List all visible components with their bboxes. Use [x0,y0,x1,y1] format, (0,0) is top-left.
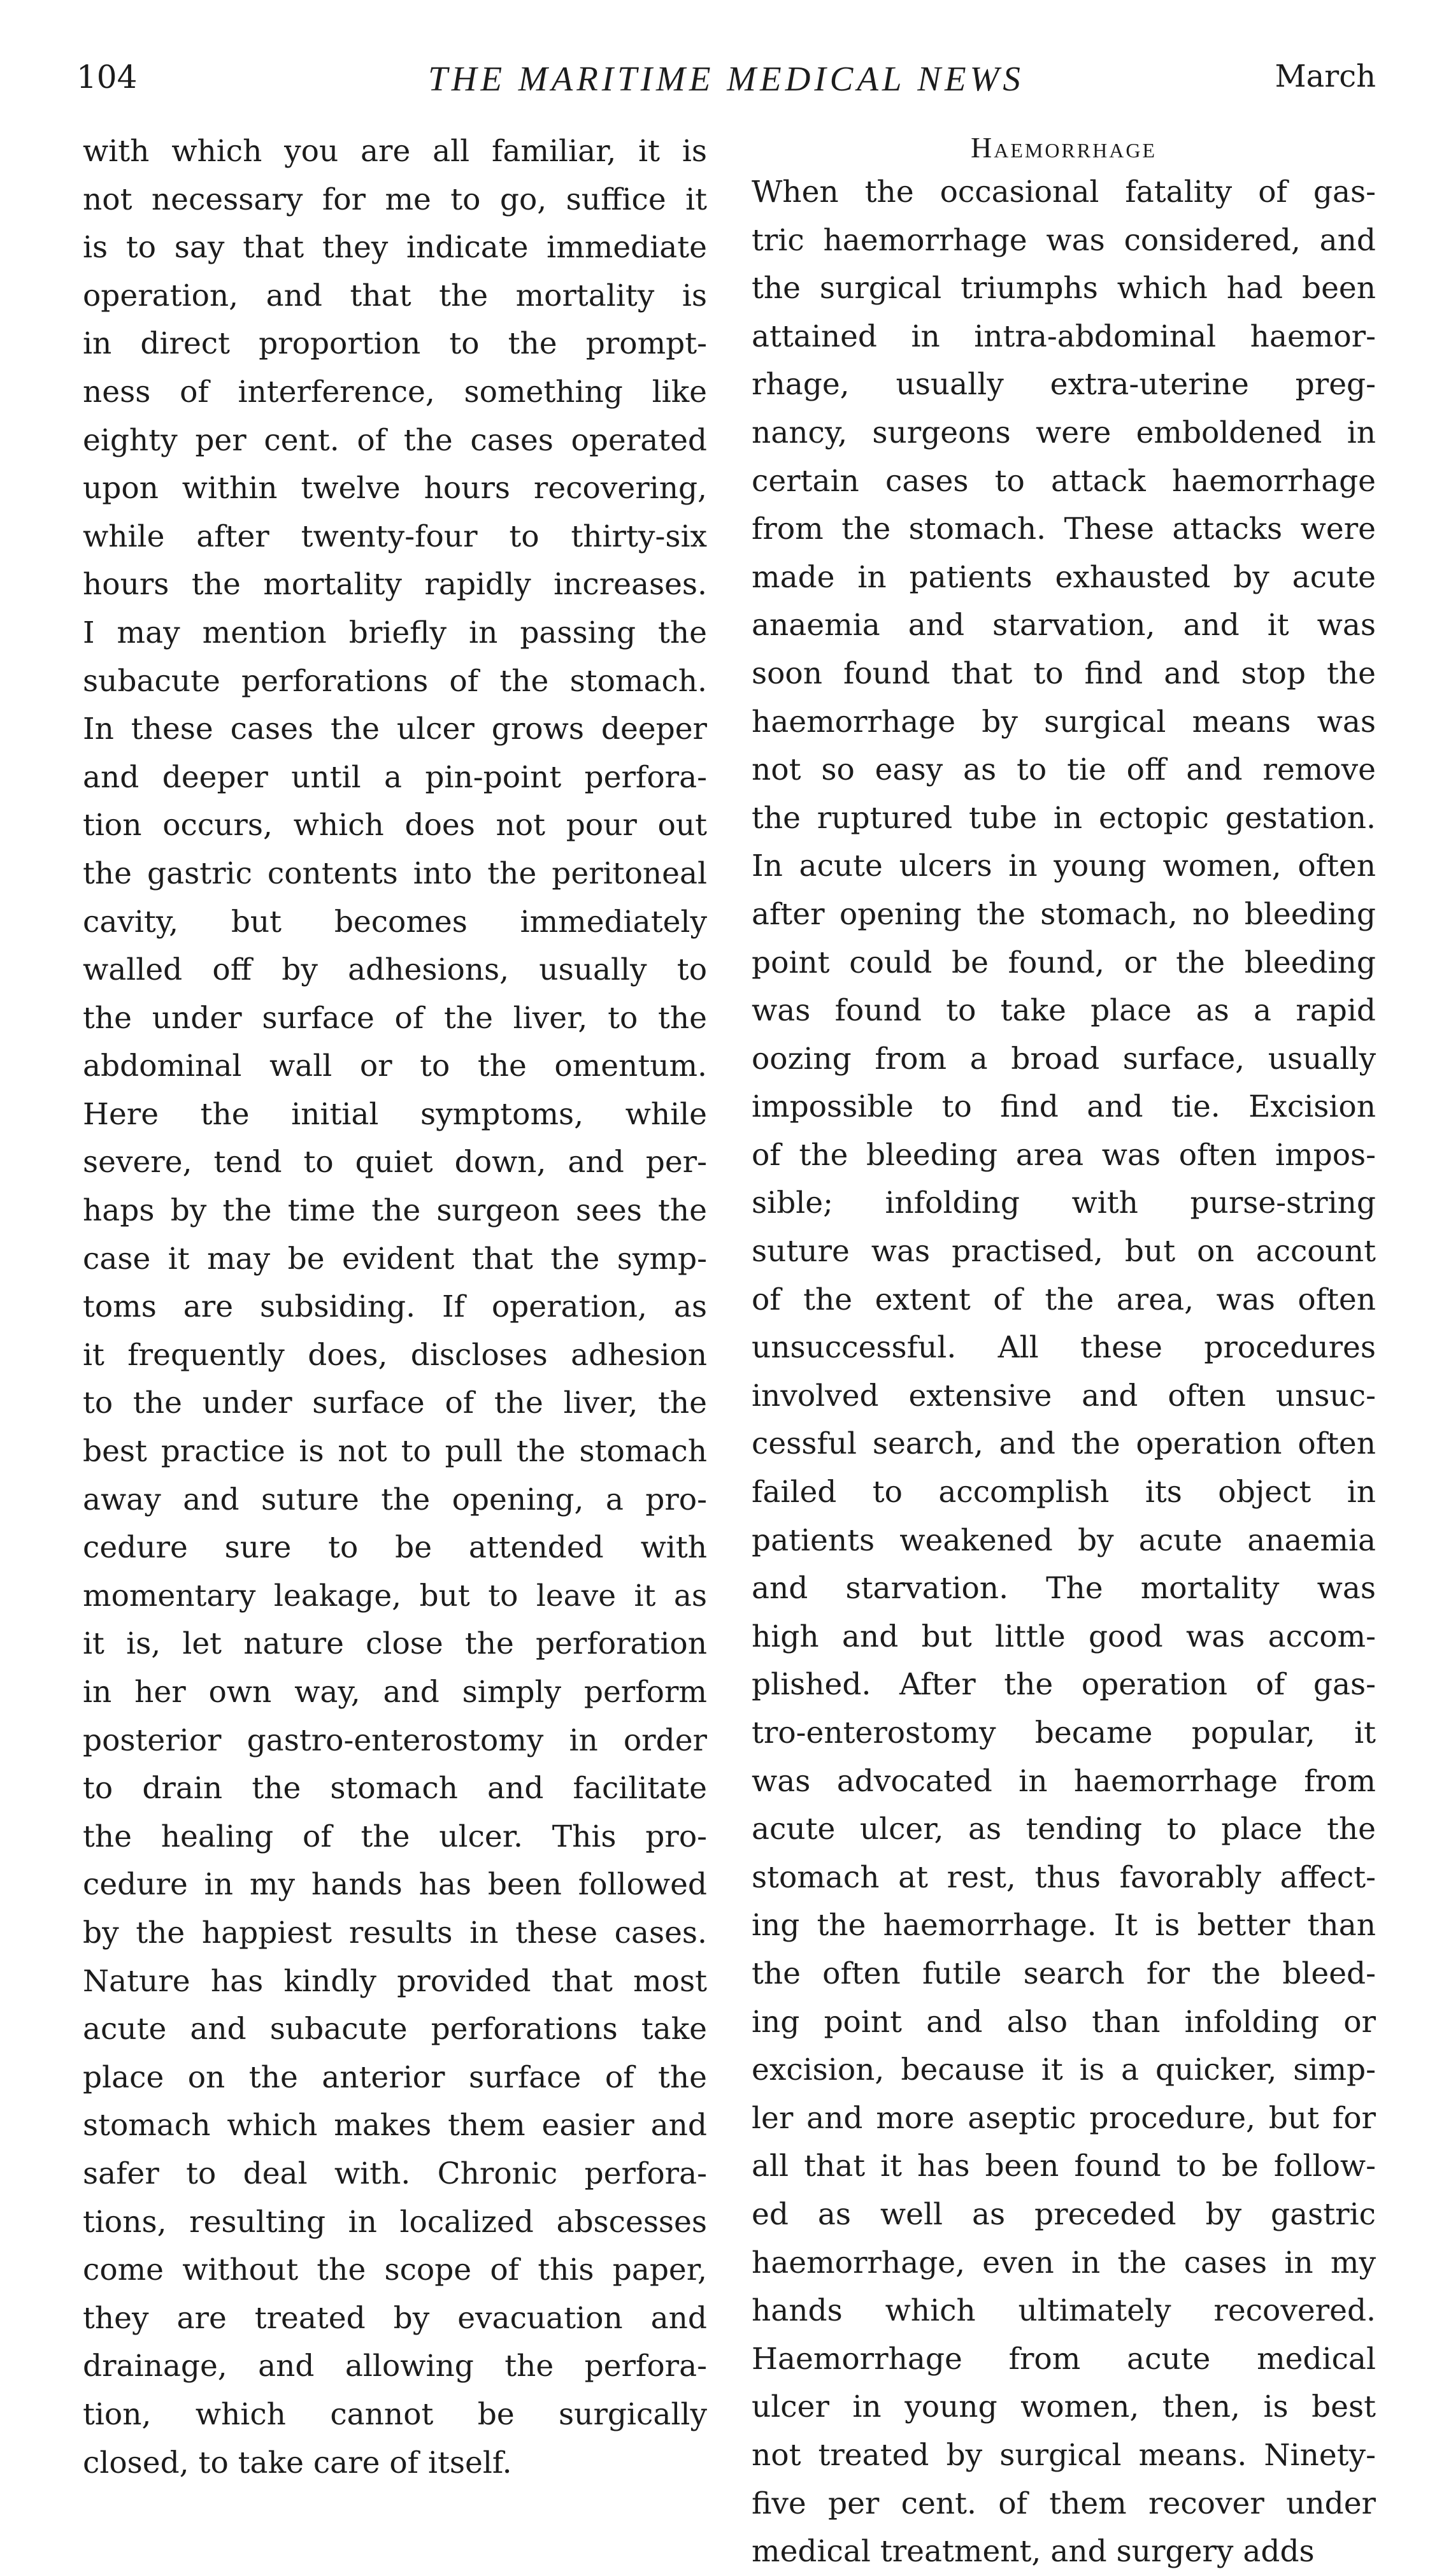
text-line: anaemia and starvation, and it was [752,608,1376,643]
text-line: Haemorrhage from acute medical [752,2341,1376,2377]
text-line: all that it has been found to be follow- [752,2149,1376,2184]
text-line: Nature has kindly provided that most [83,1963,707,1999]
text-line: ler and more aseptic procedure, but for [752,2100,1376,2136]
text-line: with which you are all familiar, it is [83,134,707,169]
right-text-column [752,127,1376,2576]
text-line: toms are subsiding. If operation, as [83,1289,707,1325]
text-line: stomach at rest, thus favorably affect- [752,1859,1376,1895]
text-line: ing point and also than infolding or [752,2004,1376,2040]
text-line: oozing from a broad surface, usually [752,1041,1376,1077]
text-line: haemorrhage, even in the cases in my [752,2245,1376,2280]
text-line: they are treated by evacuation and [83,2300,707,2336]
text-line: medical treatment, and surgery adds [752,2534,1315,2570]
text-line: the ruptured tube in ectopic gestation. [752,800,1376,836]
page-header [76,59,1376,110]
text-line: while after twenty-four to thirty-six [83,519,707,554]
text-line: ulcer in young women, then, is best [752,2389,1376,2425]
text-line: acute ulcer, as tending to place the [752,1812,1376,1847]
text-line: away and suture the opening, a pro- [83,1482,707,1517]
text-line: upon within twelve hours recovering, [83,471,707,506]
left-text-column [83,127,707,2487]
text-line: best practice is not to pull the stomach [83,1434,707,1470]
text-line: momentary leakage, but to leave it as [83,1578,707,1614]
text-line: excision, because it is a quicker, simp- [752,2052,1376,2088]
text-line: closed, to take care of itself. [83,2445,512,2480]
text-line: by the happiest results in these cases. [83,1915,707,1950]
issue-month: March [1275,59,1376,94]
text-line: it is, let nature close the perforation [83,1626,707,1662]
text-line: stomach which makes them easier and [83,2108,707,2143]
text-line: impossible to find and tie. Excision [752,1089,1376,1125]
text-line: posterior gastro-enterostomy in order [83,1722,707,1758]
text-line: cavity, but becomes immediately [83,904,707,940]
text-line: soon found that to find and stop the [752,655,1376,691]
text-line: acute and subacute perforations take [83,2012,707,2047]
text-line: ness of interference, something like [83,374,707,410]
text-line: haps by the time the surgeon sees the [83,1193,707,1229]
text-line: ing the haemorrhage. It is better than [752,1908,1376,1943]
text-line: cessful search, and the operation often [752,1426,1376,1462]
text-line: not necessary for me to go, suffice it [83,182,707,217]
text-line: haemorrhage by surgical means was [752,704,1376,740]
text-line: severe, tend to quiet down, and per- [83,1145,707,1180]
text-line: tion occurs, which does not pour out [83,808,707,843]
text-line: in direct proportion to the prompt- [83,326,707,362]
text-line: the under surface of the liver, to the [83,1000,707,1036]
text-line: hands which ultimately recovered. [752,2293,1376,2329]
text-line: to drain the stomach and facilitate [83,1771,707,1807]
text-line: from the stomach. These attacks were [752,512,1376,547]
text-line: cedure sure to be attended with [83,1530,707,1566]
text-line: in her own way, and simply perform [83,1675,707,1710]
text-line: of the bleeding area was often impos- [752,1137,1376,1173]
text-line: nancy, surgeons were emboldened in [752,415,1376,450]
text-line: the healing of the ulcer. This pro- [83,1819,707,1854]
section-heading: Haemorrhage [970,131,1157,164]
text-line: hours the mortality rapidly increases. [83,567,707,603]
text-line: was found to take place as a rapid [752,993,1376,1029]
text-line: of the extent of the area, was often [752,1282,1376,1317]
text-line: When the occasional fatality of gas- [752,175,1376,210]
text-line: made in patients exhausted by acute [752,559,1376,595]
text-line: come without the scope of this paper, [83,2252,707,2288]
text-line: point could be found, or the bleeding [752,945,1376,980]
text-line: failed to accomplish its object in [752,1475,1376,1510]
text-line: involved extensive and often unsuc- [752,1378,1376,1413]
text-line: place on the anterior surface of the [83,2059,707,2095]
text-line: In these cases the ulcer grows deeper [83,712,707,747]
text-line: tions, resulting in localized abscesses [83,2204,707,2240]
text-line: tro-enterostomy became popular, it [752,1715,1376,1750]
text-line: the often futile search for the bleed- [752,1956,1376,1991]
text-line: and deeper until a pin-point perfora- [83,759,707,795]
text-line: sible; infolding with purse-string [752,1185,1376,1221]
text-line: ed as well as preceded by gastric [752,2196,1376,2232]
page-number: 104 [76,59,138,96]
text-line: rhage, usually extra-uterine preg- [752,367,1376,403]
text-line: not treated by surgical means. Ninety- [752,2437,1376,2473]
text-line: tric haemorrhage was considered, and [752,222,1376,258]
text-line: and starvation. The mortality was [752,1571,1376,1606]
text-line: to the under surface of the liver, the [83,1385,707,1421]
text-line: case it may be evident that the symp- [83,1241,707,1277]
text-line: plished. After the operation of gas- [752,1667,1376,1703]
text-line: Here the initial symptoms, while [83,1096,707,1132]
text-line: walled off by adhesions, usually to [83,952,707,988]
text-line: after opening the stomach, no bleeding [752,896,1376,932]
text-line: five per cent. of them recover under [752,2486,1376,2521]
text-line: was advocated in haemorrhage from [752,1763,1376,1799]
text-line: In acute ulcers in young women, often [752,848,1376,884]
text-line: abdominal wall or to the omentum. [83,1048,707,1084]
text-line: subacute perforations of the stomach. [83,663,707,699]
text-line: unsuccessful. All these procedures [752,1330,1376,1366]
text-line: cedure in my hands has been followed [83,1867,707,1903]
text-line: tion, which cannot be surgically [83,2396,707,2432]
text-line: it frequently does, discloses adhesion [83,1337,707,1373]
text-line: is to say that they indicate immediate [83,230,707,266]
text-line: I may mention briefly in passing the [83,615,707,650]
text-line: eighty per cent. of the cases operated [83,422,707,458]
text-line: safer to deal with. Chronic perfora- [83,2156,707,2191]
text-line: certain cases to attack haemorrhage [752,463,1376,499]
text-line: the surgical triumphs which had been [752,271,1376,306]
text-line: the gastric contents into the peritoneal [83,855,707,891]
text-line: operation, and that the mortality is [83,278,707,313]
text-line: drainage, and allowing the perfora- [83,2349,707,2384]
text-line: suture was practised, but on account [752,1234,1376,1270]
journal-title: THE MARITIME MEDICAL NEWS [428,59,1024,98]
text-line: patients weakened by acute anaemia [752,1522,1376,1558]
text-line: high and but little good was accom- [752,1619,1376,1654]
text-line: not so easy as to tie off and remove [752,752,1376,788]
text-line: attained in intra-abdominal haemor- [752,318,1376,354]
